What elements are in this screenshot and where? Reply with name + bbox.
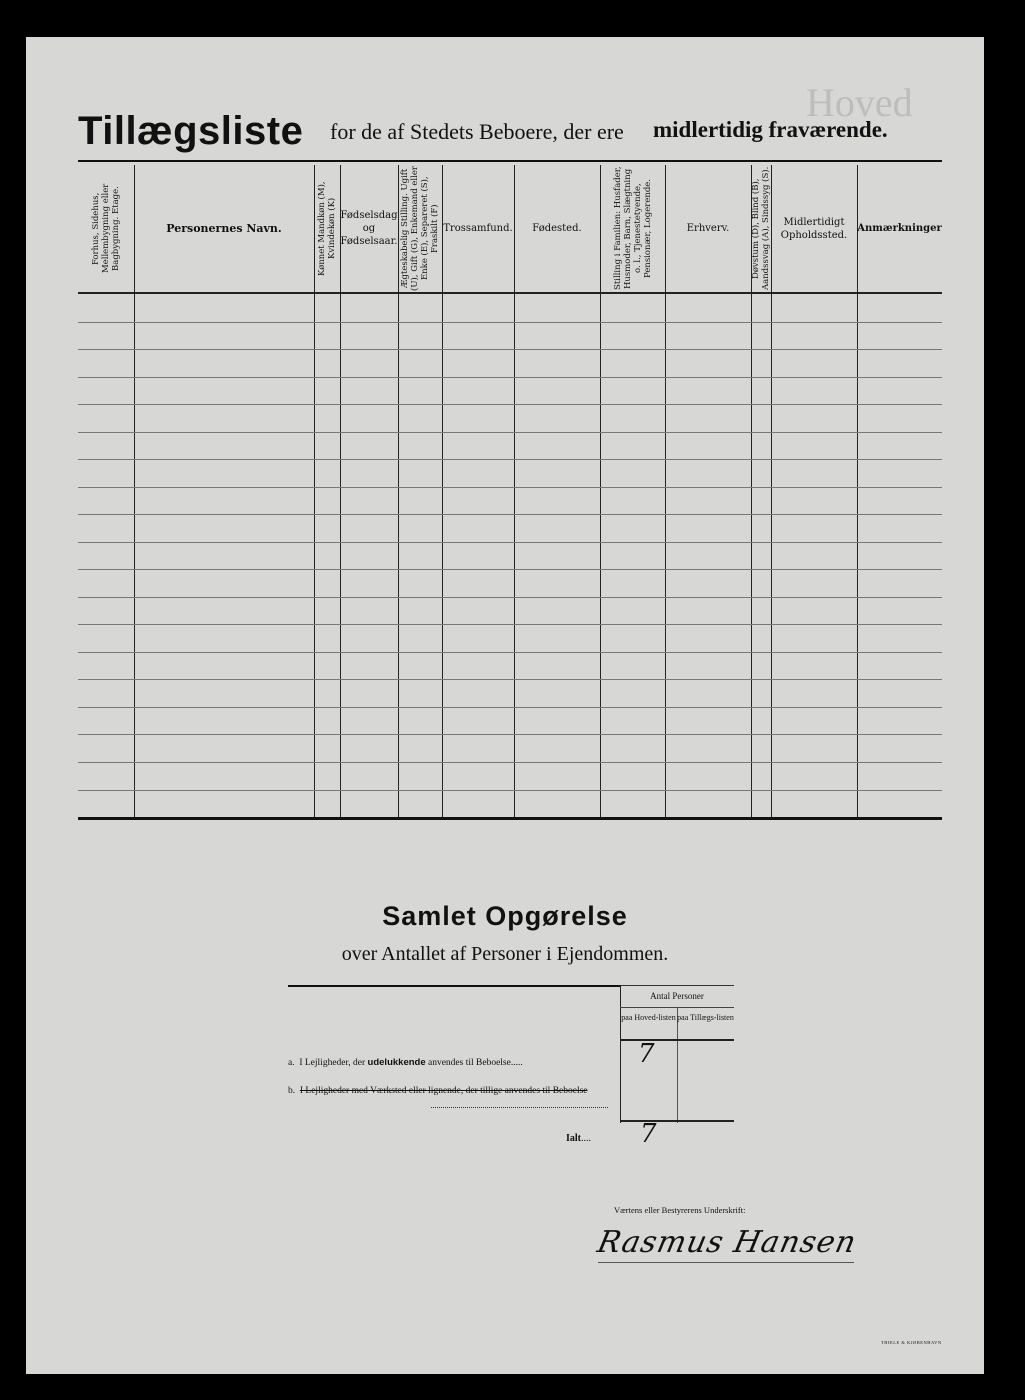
census-form-page bbox=[26, 37, 984, 1374]
title-rule bbox=[78, 160, 942, 162]
form-title: Tillægsliste bbox=[78, 109, 304, 153]
table-row-line bbox=[78, 652, 942, 653]
table-row-line bbox=[78, 432, 942, 433]
summary-rule-left bbox=[288, 985, 620, 987]
col-header-gender: Kønnet Mandkøn (M), Kvindekøn (K) bbox=[317, 181, 337, 276]
signature: Rasmus Hansen bbox=[594, 1225, 860, 1260]
residents-table bbox=[78, 165, 942, 820]
col-header-remarks: Anmærkninger bbox=[857, 223, 942, 234]
ghost-bleed-text: Hoved bbox=[806, 80, 913, 125]
table-row-line bbox=[78, 322, 942, 323]
summary-count-box bbox=[620, 985, 734, 1150]
table-row-line bbox=[78, 679, 942, 680]
summary-title: Samlet Opgørelse bbox=[382, 901, 628, 931]
table-row-line bbox=[78, 459, 942, 460]
table-row-line bbox=[78, 349, 942, 350]
row-a-label: a. I Lejligheder, der udelukkende anvendes til Beboelse..... bbox=[288, 1057, 523, 1068]
printer-mark: THIELE & KJØBENHAVN bbox=[881, 1340, 942, 1345]
table-row-line bbox=[78, 514, 942, 515]
col-header-marital: Ægteskabelig Stilling. Ugift (U), Gift (G), Enkemand eller Enke (E), Separeret (S), Fraskilt (F) bbox=[400, 166, 440, 291]
signature-underline bbox=[598, 1262, 854, 1263]
table-row-line bbox=[78, 734, 942, 735]
table-row-line bbox=[78, 707, 942, 708]
signature-label: Værtens eller Bestyrerens Underskrift: bbox=[614, 1205, 746, 1215]
col-header-building: Forhus, Sidehus, Mellembygning eller Bagbygning. Etage. bbox=[91, 183, 121, 274]
table-row-line bbox=[78, 597, 942, 598]
col-header-disability: Døvstum (D), Blind (B), Aandssvag (A), Sindssyg (S). bbox=[751, 166, 771, 291]
row-b-dots bbox=[431, 1107, 608, 1108]
col-header-temp-residence: Midlertidigt Opholdssted. bbox=[780, 216, 848, 241]
table-row-line bbox=[78, 487, 942, 488]
table-row-line bbox=[78, 542, 942, 543]
col-header-religion: Trossamfund. bbox=[443, 223, 513, 234]
col-header-birthdate: Fødselsdag og Fødselsaar. bbox=[340, 210, 398, 247]
table-row-line bbox=[78, 404, 942, 405]
table-row-line bbox=[78, 790, 942, 791]
row-a-count: 7 bbox=[638, 1039, 655, 1069]
col-header-occupation: Erhverv. bbox=[686, 223, 730, 234]
col-header-birthplace: Fødested. bbox=[532, 223, 582, 234]
table-row-line bbox=[78, 762, 942, 763]
summary-subtitle: over Antallet af Personer i Ejendommen. bbox=[341, 943, 669, 965]
table-row-line bbox=[78, 377, 942, 378]
ialt-label: Ialt.... bbox=[566, 1133, 591, 1144]
col-header-family-position: Stilling i Familien: Husfader, Husmoder, Barn, Slægtning o. l., Tjenestetyende, Pensionær, Logerende. bbox=[612, 166, 653, 291]
table-row-line bbox=[78, 624, 942, 625]
col-tillaeg-header: paa Tillægs-listen bbox=[677, 1013, 734, 1022]
row-b-label: b. I Lejligheder med Værksted eller lignende, der tillige anvendes til Beboelse bbox=[288, 1086, 588, 1096]
form-title-middle: for de af Stedets Beboere, der ere bbox=[330, 119, 624, 144]
table-row-line bbox=[78, 569, 942, 570]
col-header-name: Personernes Navn. bbox=[166, 222, 282, 235]
col-hoved-header: paa Hoved-listen bbox=[621, 1013, 676, 1022]
form-title-bold: midlertidig fraværende. bbox=[653, 117, 888, 142]
antal-header: Antal Personer bbox=[650, 991, 704, 1001]
ialt-count: 7 bbox=[640, 1119, 657, 1149]
